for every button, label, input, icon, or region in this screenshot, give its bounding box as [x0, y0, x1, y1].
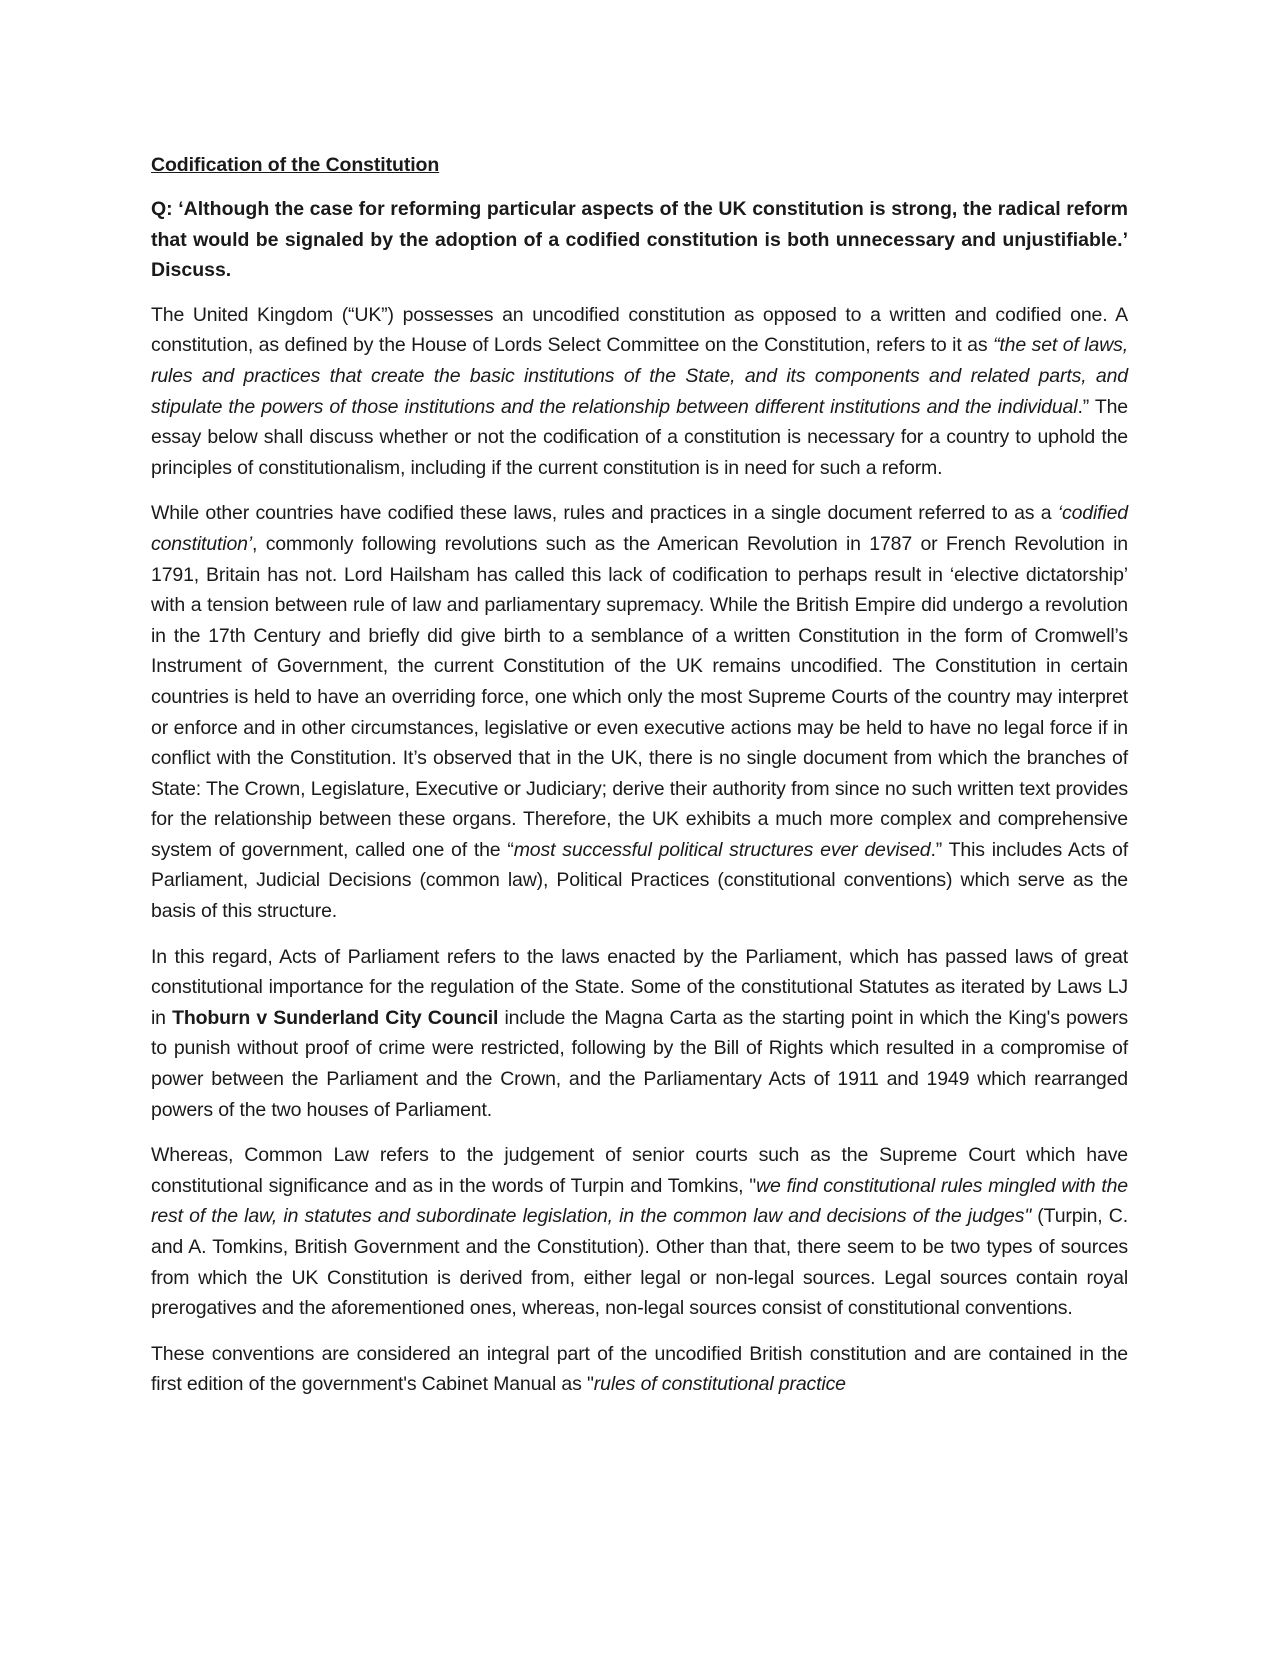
paragraph-common-law [151, 1140, 1128, 1324]
essay-question: Q: ‘Although the case for reforming particular aspects of the UK constitution is strong, the radical reform that would be signaled by the adoption of a codified constitution is both unnecessary and unjustifiable.’ Discuss. [151, 198, 1128, 282]
text-segment: .” This includes Acts of Parliament, Judicial Decisions (common law), Political Practices (constitutional conventions) which serve as the basis of this structure. [151, 838, 1128, 923]
text-segment: The United Kingdom (“UK”) possesses an uncodified constitution as opposed to a written and codified one. A constitution, as defined by the House of Lords Select Committee on the Constitution, refers to it as [151, 303, 1128, 357]
text-segment: While other countries have codified these laws, rules and practices in a single document referred to as a [151, 502, 1058, 525]
quote-turpin-tomkins: we find constitutional rules mingled with the rest of the law, in statutes and subordinate legislation, in the common law and decisions of the judges" [151, 1174, 1128, 1228]
quote-cabinet-manual: rules of constitutional practice [593, 1373, 846, 1396]
text-segment: These conventions are considered an integral part of the uncodified British constitution and are contained in the first edition of the government's Cabinet Manual as " [151, 1342, 1128, 1396]
quote-political-structures: most successful political structures ever devised [513, 838, 931, 861]
paragraph-conventions [151, 1339, 1128, 1400]
text-segment: , commonly following revolutions such as the American Revolution in 1787 or French Revolution in 1791, Britain has not. Lord Hailsham has called this lack of codification to perhaps result in ‘elective dictatorship’ with a tension between rule of law and parliamentary supremacy. While the British Empire did undergo a revolution in the 17th Century and briefly did give birth to a semblance of a written Constitution in the form of Cromwell’s Instrument of Government, the current Constitution of the UK remains uncodified. The Constitution in certain countries is held to have an overriding force, one which only the most Supreme Courts of the country may interpret or enforce and in other circumstances, legislative or even executive actions may be held to have no legal force if in conflict with the Constitution. It’s observed that in the UK, there is no single document from which the branches of State: The Crown, Legislature, Executive or Judiciary; derive their authority from since no such written text provides for the relationship between these organs. Therefore, the UK exhibits a much more complex and comprehensive system of government, called one of the “ [151, 532, 1128, 861]
document-title: Codification of the Constitution [151, 154, 440, 176]
term-codified-constitution: ‘codified constitution’ [151, 502, 1128, 555]
paragraph-codified-comparison [151, 498, 1128, 926]
text-segment: include the Magna Carta as the starting point in which the King's powers to punish without proof of crime were restricted, following by the Bill of Rights which resulted in a compromise of power between the Parliament and the Crown, and the Parliamentary Acts of 1911 and 1949 which rearranged powers of the two houses of Parliament. [151, 1006, 1128, 1121]
document-page [151, 150, 1128, 1415]
quote-lords-committee: “the set of laws, rules and practices that create the basic institutions of the State, and its components and related parts, and stipulate the powers of those institutions and the relationship between different institutions and the individual [151, 334, 1128, 418]
text-segment: In this regard, Acts of Parliament refers to the laws enacted by the Parliament, which has passed laws of great constitutional importance for the regulation of the State. Some of the constitutional Statutes as iterated by Laws LJ in [151, 945, 1128, 1029]
text-segment: Whereas, Common Law refers to the judgement of senior courts such as the Supreme Court which have constitutional significance and as in the words of Turpin and Tomkins, " [151, 1144, 1128, 1197]
case-name-thoburn: Thoburn v Sunderland City Council [172, 1006, 499, 1029]
paragraph-introduction [151, 300, 1128, 484]
paragraph-acts-of-parliament [151, 942, 1128, 1126]
text-segment: (Turpin, C. and A. Tomkins, British Government and the Constitution). Other than that, there seem to be two types of sources from which the UK Constitution is derived from, either legal or non-legal sources. Legal sources contain royal prerogatives and the aforementioned ones, whereas, non-legal sources consist of constitutional conventions. [151, 1205, 1128, 1320]
text-segment: .” The essay below shall discuss whether or not the codification of a constitution is necessary for a country to uphold the principles of constitutionalism, including if the current constitution is in need for such a reform. [151, 395, 1128, 479]
